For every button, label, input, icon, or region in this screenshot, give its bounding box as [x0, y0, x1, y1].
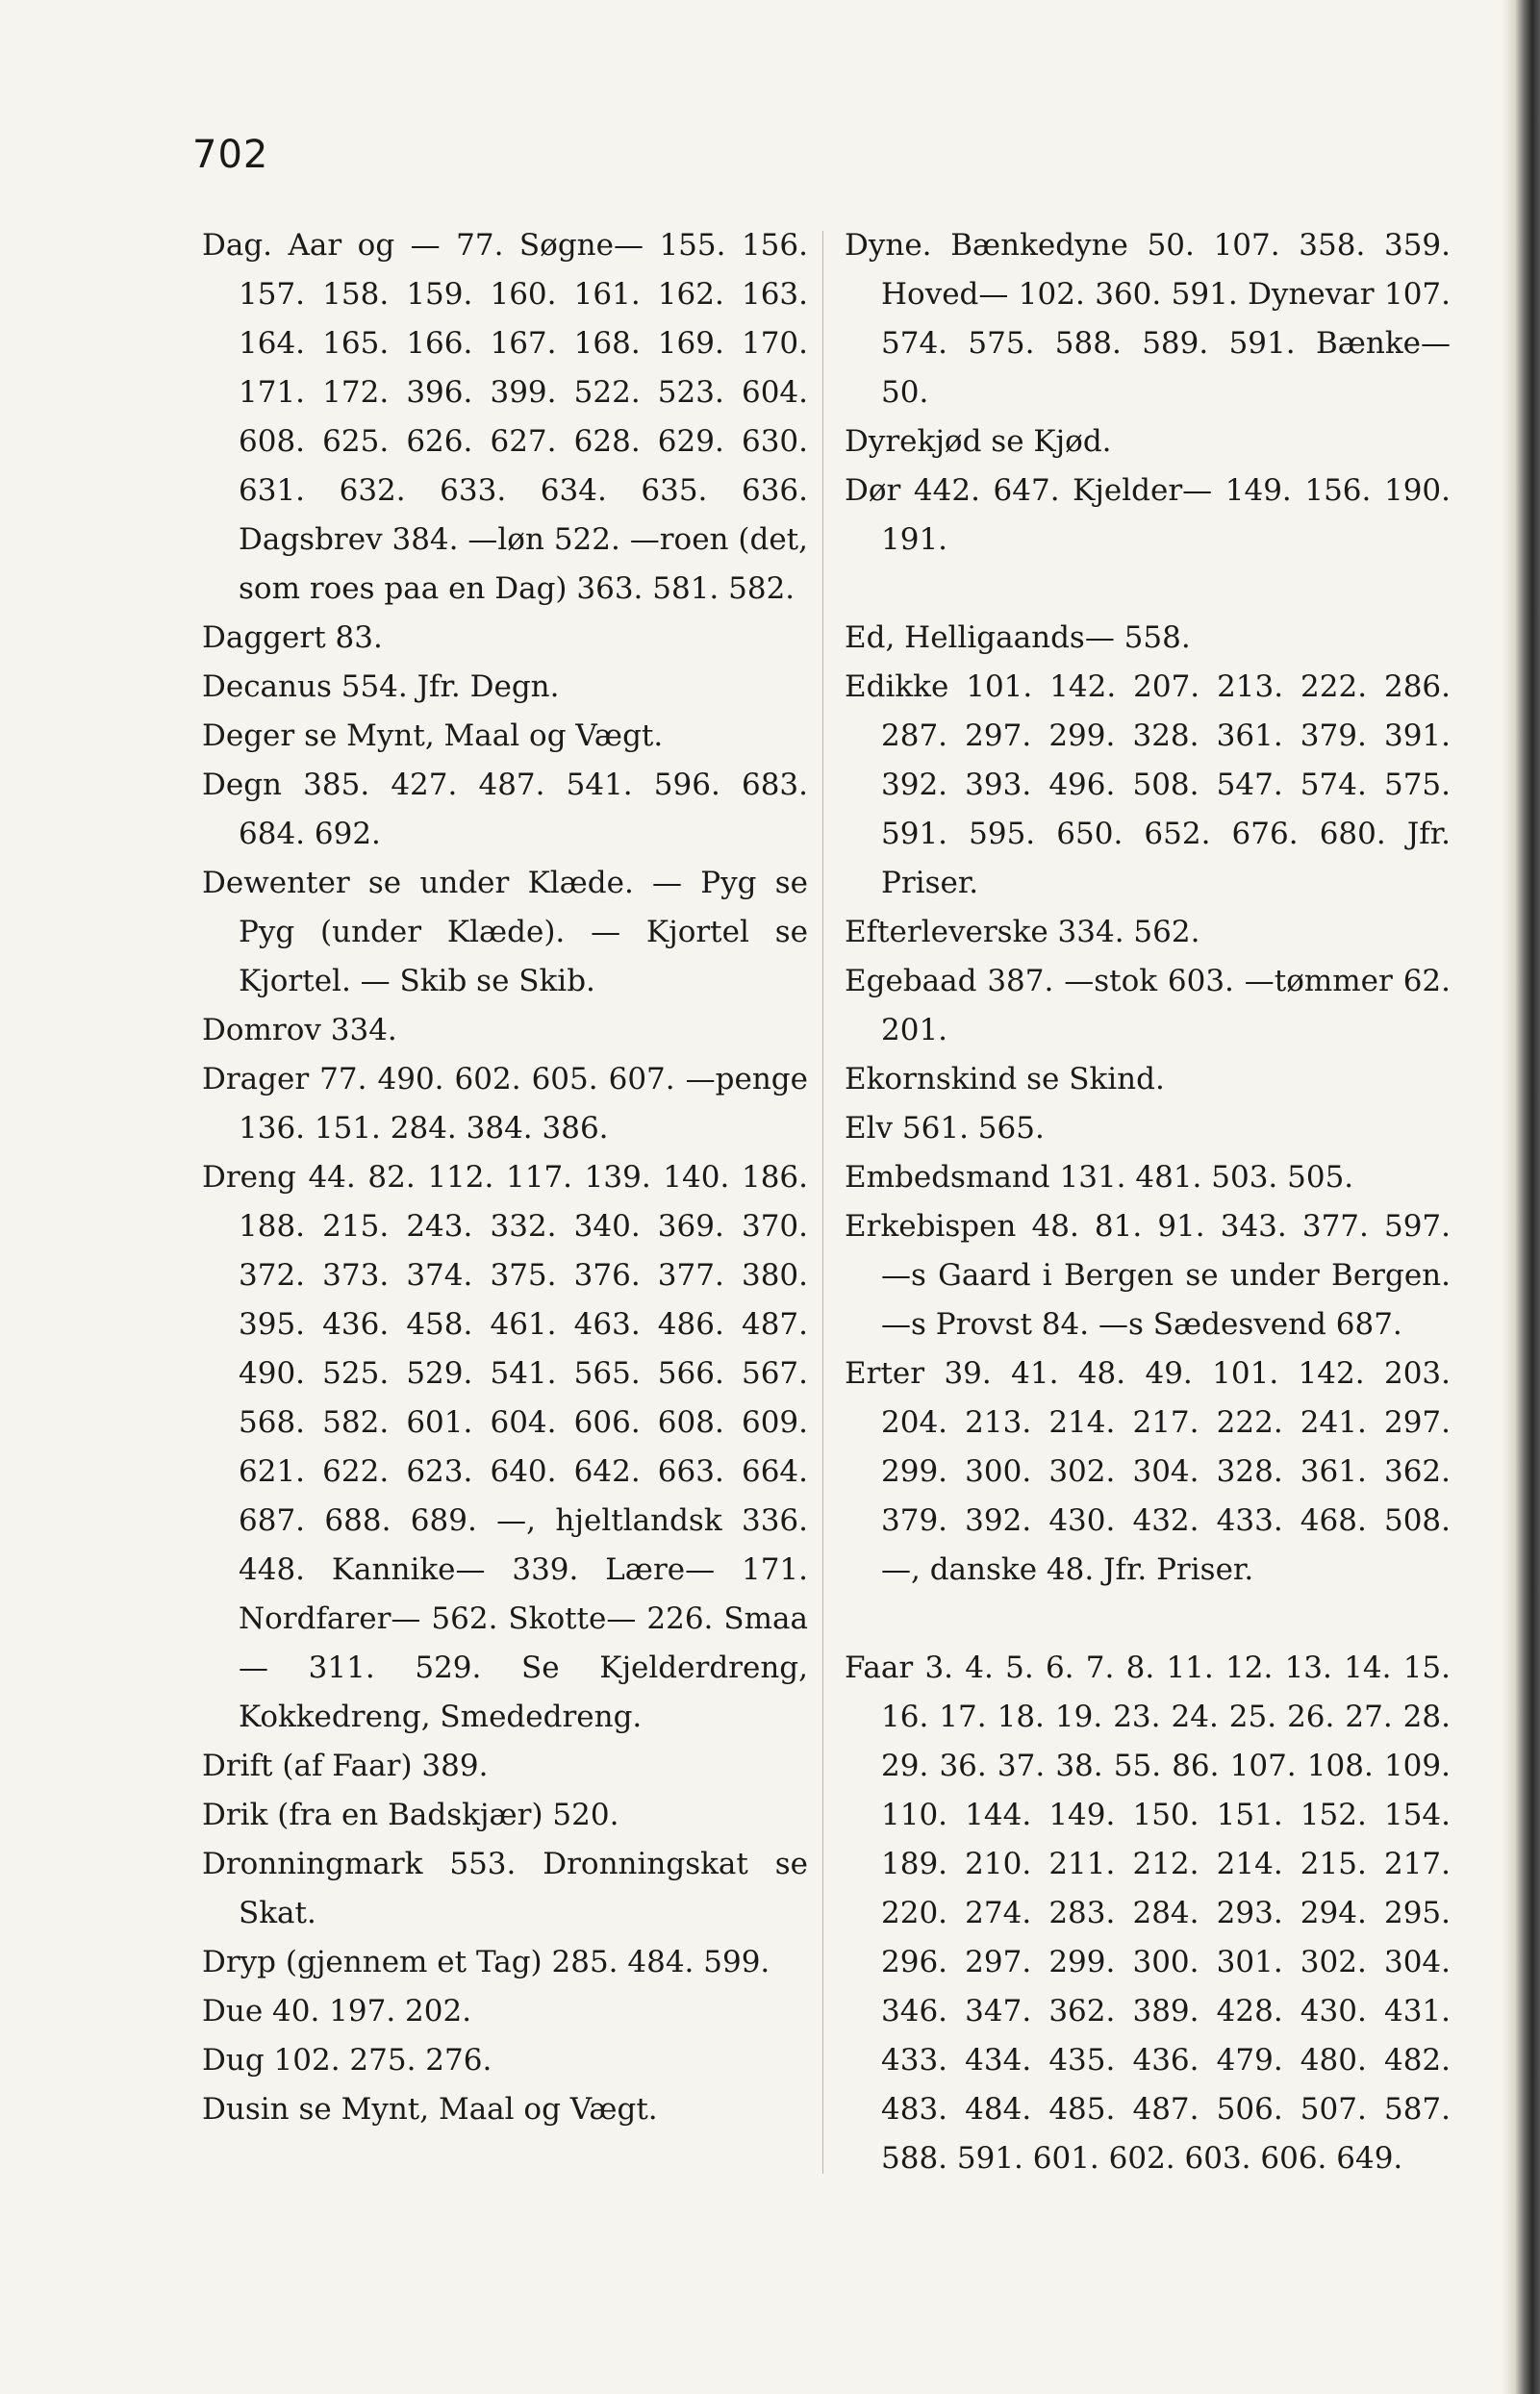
index-entry-erkebispen: Erkebispen 48. 81. 91. 343. 377. 597. —s Gaard i Bergen se under Bergen. —s Provst 84. —s Sædesvend 687. [845, 1209, 1451, 1342]
index-entry-dronningmark: Dronningmark 553. Dronningskat se Skat. [202, 1847, 808, 1930]
index-entry-erter: Erter 39. 41. 48. 49. 101. 142. 203. 204. 213. 214. 217. 222. 241. 297. 299. 300. 302. 304. 328. 361. 362. 379. 392. 430. 432. 433. 468. 508. —, danske 48. Jfr. Priser. [845, 1356, 1451, 1587]
index-entry-dug: Dug 102. 275. 276. [202, 2043, 492, 2078]
index-entry-drik: Drik (fra en Badskjær) 520. [202, 1798, 619, 1832]
column-divider [822, 231, 823, 2174]
index-entry-dewenter: Dewenter se under Klæde. — Pyg se Pyg (under Klæde). — Kjortel se Kjortel. — Skib se Skib. [202, 866, 808, 998]
index-entry-dreng: Dreng 44. 82. 112. 117. 139. 140. 186. 188. 215. 243. 332. 340. 369. 370. 372. 373. 374. 375. 376. 377. 380. 395. 436. 458. 461. 463. 486. 487. 490. 525. 529. 541. 565. 566. 567. 568. 582. 601. 604. 606. 608. 609. 621. 622. 623. 640. 642. 663. 664. 687. 688. 689. —, hjeltlandsk 336. 448. Kannike— 339. Lære— 171. Nordfarer— 562. Skotte— 226. Smaa— 311. 529. Se Kjelderdreng, Kokkedreng, Smededreng. [202, 1160, 808, 1734]
index-entry-drift: Drift (af Faar) 389. [202, 1749, 489, 1783]
index-entry-daggert: Daggert 83. [202, 620, 383, 655]
index-entry-degn: Degn 385. 427. 487. 541. 596. 683. 684. 692. [202, 768, 808, 851]
index-entry-dryp: Dryp (gjennem et Tag) 285. 484. 599. [202, 1945, 770, 1979]
index-entry-ekornskind: Ekornskind se Skind. [845, 1062, 1165, 1096]
index-entry-dusin: Dusin se Mynt, Maal og Vægt. [202, 2092, 658, 2127]
index-entry-faar: Faar 3. 4. 5. 6. 7. 8. 11. 12. 13. 14. 15. 16. 17. 18. 19. 23. 24. 25. 26. 27. 28. 29. 36. 37. 38. 55. 86. 107. 108. 109. 110. 144. 149. 150. 151. 152. 154. 189. 210. 211. 212. 214. 215. 217. 220. 274. 283. 284. 293. 294. 295. 296. 297. 299. 300. 301. 302. 304. 346. 347. 362. 389. 428. 430. 431. 433. 434. 435. 436. 479. 480. 482. 483. 484. 485. 487. 506. 507. 587. 588. 591. 601. 602. 603. 606. 649. [845, 1651, 1451, 2176]
index-entry-deger: Deger se Mynt, Maal og Vægt. [202, 718, 664, 753]
index-entry-egebaad: Egebaad 387. —stok 603. —tømmer 62. 201. [845, 964, 1451, 1047]
index-column-right [845, 221, 1451, 2183]
index-entry-dag: Dag. Aar og — 77. Søgne— 155. 156. 157. 158. 159. 160. 161. 162. 163. 164. 165. 166. 167. 168. 169. 170. 171. 172. 396. 399. 522. 523. 604. 608. 625. 626. 627. 628. 629. 630. 631. 632. 633. 634. 635. 636. Dagsbrev 384. —løn 522. —roen (det, som roes paa en Dag) 363. 581. 582. [202, 228, 808, 606]
section-gap [845, 565, 1451, 614]
index-entry-edikke: Edikke 101. 142. 207. 213. 222. 286. 287. 297. 299. 328. 361. 379. 391. 392. 393. 496. 508. 547. 574. 575. 591. 595. 650. 652. 676. 680. Jfr. Priser. [845, 669, 1451, 900]
index-column-left [202, 221, 808, 2134]
section-gap [845, 1595, 1451, 1644]
page-edge [1502, 0, 1540, 2394]
index-entry-elv: Elv 561. 565. [845, 1111, 1045, 1146]
index-entry-dor: Dør 442. 647. Kjelder— 149. 156. 190. 191. [845, 473, 1451, 557]
index-entry-dyne: Dyne. Bænkedyne 50. 107. 358. 359. Hoved— 102. 360. 591. Dynevar 107. 574. 575. 588. 589. 591. Bænke— 50. [845, 228, 1451, 410]
index-entry-embedsmand: Embedsmand 131. 481. 503. 505. [845, 1160, 1354, 1195]
index-entry-ed: Ed, Helligaands— 558. [845, 620, 1191, 655]
index-entry-drager: Drager 77. 490. 602. 605. 607. —penge 136. 151. 284. 384. 386. [202, 1062, 808, 1146]
index-entry-domrov: Domrov 334. [202, 1013, 397, 1047]
index-entry-due: Due 40. 197. 202. [202, 1994, 472, 2029]
index-entry-efterleverske: Efterleverske 334. 562. [845, 915, 1200, 949]
index-entry-dyrekjod: Dyrekjød se Kjød. [845, 424, 1112, 459]
page-number: 702 [192, 133, 269, 177]
index-entry-decanus: Decanus 554. Jfr. Degn. [202, 669, 560, 704]
